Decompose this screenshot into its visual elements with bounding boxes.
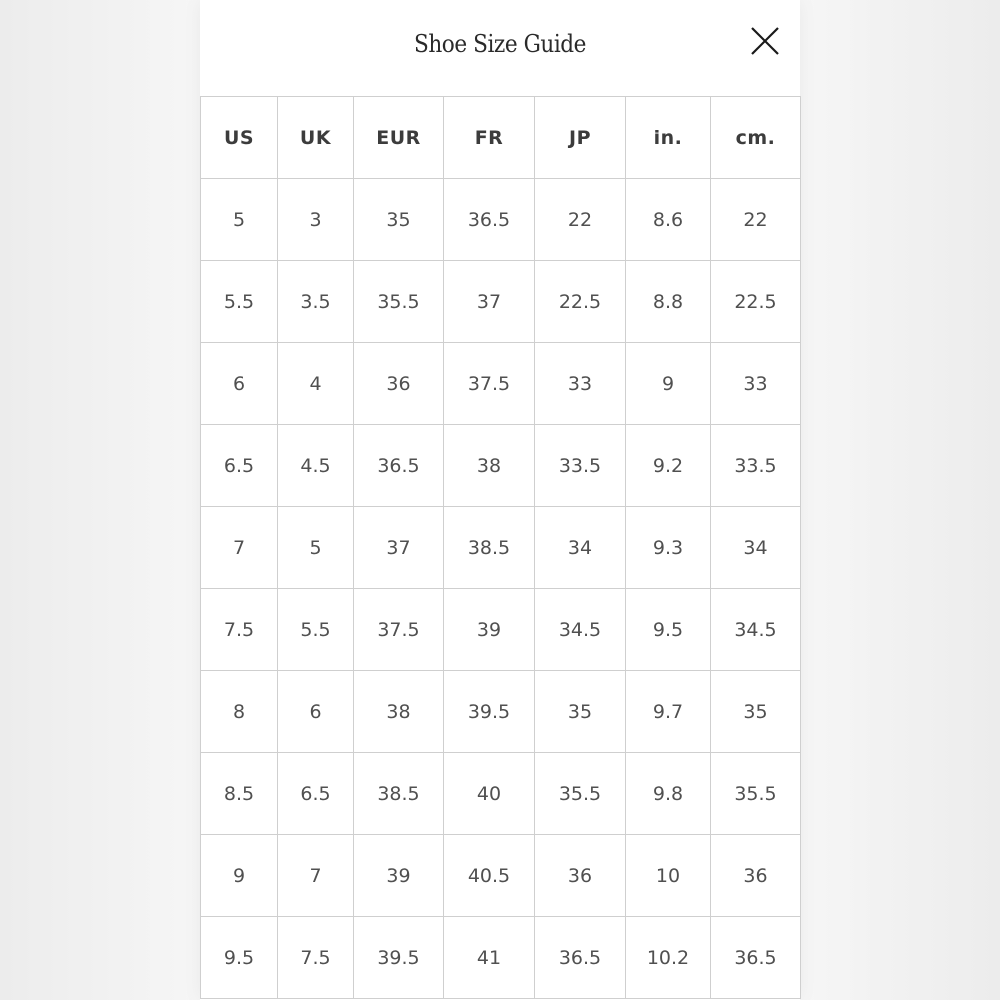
cell-eur: 37.5 xyxy=(354,589,444,671)
cell-jp: 35.5 xyxy=(535,753,626,835)
size-guide-modal xyxy=(200,0,800,1000)
table-row xyxy=(201,671,801,753)
table-row xyxy=(201,917,801,999)
cell-us: 7 xyxy=(201,507,278,589)
modal-title: Shoe Size Guide xyxy=(413,30,587,58)
cell-fr: 39 xyxy=(444,589,535,671)
cell-jp: 36 xyxy=(535,835,626,917)
cell-us: 9.5 xyxy=(201,917,278,999)
close-button[interactable] xyxy=(746,22,784,60)
table-row xyxy=(201,753,801,835)
cell-fr: 41 xyxy=(444,917,535,999)
cell-us: 7.5 xyxy=(201,589,278,671)
cell-us: 6.5 xyxy=(201,425,278,507)
cell-in: 9.8 xyxy=(626,753,711,835)
table-header-row xyxy=(201,97,801,179)
table-row xyxy=(201,835,801,917)
table-row xyxy=(201,425,801,507)
cell-jp: 22 xyxy=(535,179,626,261)
cell-uk: 4 xyxy=(278,343,354,425)
close-icon xyxy=(746,22,784,60)
cell-in: 9.3 xyxy=(626,507,711,589)
cell-fr: 36.5 xyxy=(444,179,535,261)
cell-in: 10 xyxy=(626,835,711,917)
cell-fr: 39.5 xyxy=(444,671,535,753)
table-row xyxy=(201,507,801,589)
cell-cm: 36 xyxy=(711,835,801,917)
cell-cm: 33 xyxy=(711,343,801,425)
cell-cm: 34.5 xyxy=(711,589,801,671)
cell-cm: 36.5 xyxy=(711,917,801,999)
cell-in: 9.7 xyxy=(626,671,711,753)
cell-jp: 33 xyxy=(535,343,626,425)
column-header-fr: FR xyxy=(444,97,535,179)
cell-eur: 39.5 xyxy=(354,917,444,999)
cell-us: 8.5 xyxy=(201,753,278,835)
cell-us: 6 xyxy=(201,343,278,425)
column-header-uk: UK xyxy=(278,97,354,179)
table-row xyxy=(201,343,801,425)
cell-uk: 3 xyxy=(278,179,354,261)
cell-eur: 36.5 xyxy=(354,425,444,507)
cell-in: 9.5 xyxy=(626,589,711,671)
cell-cm: 33.5 xyxy=(711,425,801,507)
column-header-in: in. xyxy=(626,97,711,179)
cell-us: 5 xyxy=(201,179,278,261)
cell-uk: 5.5 xyxy=(278,589,354,671)
cell-fr: 37.5 xyxy=(444,343,535,425)
cell-fr: 38 xyxy=(444,425,535,507)
table-row xyxy=(201,261,801,343)
cell-in: 9 xyxy=(626,343,711,425)
cell-fr: 40.5 xyxy=(444,835,535,917)
cell-us: 8 xyxy=(201,671,278,753)
cell-cm: 22 xyxy=(711,179,801,261)
cell-eur: 35 xyxy=(354,179,444,261)
cell-jp: 34.5 xyxy=(535,589,626,671)
cell-fr: 40 xyxy=(444,753,535,835)
cell-cm: 34 xyxy=(711,507,801,589)
cell-eur: 39 xyxy=(354,835,444,917)
cell-jp: 33.5 xyxy=(535,425,626,507)
cell-in: 8.8 xyxy=(626,261,711,343)
cell-eur: 37 xyxy=(354,507,444,589)
cell-cm: 22.5 xyxy=(711,261,801,343)
cell-uk: 6.5 xyxy=(278,753,354,835)
column-header-us: US xyxy=(201,97,278,179)
cell-jp: 36.5 xyxy=(535,917,626,999)
cell-in: 8.6 xyxy=(626,179,711,261)
cell-fr: 38.5 xyxy=(444,507,535,589)
column-header-jp: JP xyxy=(535,97,626,179)
column-header-cm: cm. xyxy=(711,97,801,179)
cell-fr: 37 xyxy=(444,261,535,343)
cell-uk: 3.5 xyxy=(278,261,354,343)
table-row xyxy=(201,179,801,261)
cell-uk: 7 xyxy=(278,835,354,917)
cell-eur: 35.5 xyxy=(354,261,444,343)
cell-cm: 35 xyxy=(711,671,801,753)
cell-uk: 6 xyxy=(278,671,354,753)
cell-cm: 35.5 xyxy=(711,753,801,835)
cell-uk: 4.5 xyxy=(278,425,354,507)
table-row xyxy=(201,589,801,671)
column-header-eur: EUR xyxy=(354,97,444,179)
cell-eur: 36 xyxy=(354,343,444,425)
cell-in: 9.2 xyxy=(626,425,711,507)
cell-uk: 5 xyxy=(278,507,354,589)
cell-in: 10.2 xyxy=(626,917,711,999)
cell-uk: 7.5 xyxy=(278,917,354,999)
cell-us: 9 xyxy=(201,835,278,917)
size-table xyxy=(200,96,801,999)
cell-jp: 34 xyxy=(535,507,626,589)
cell-jp: 35 xyxy=(535,671,626,753)
cell-eur: 38 xyxy=(354,671,444,753)
cell-us: 5.5 xyxy=(201,261,278,343)
cell-eur: 38.5 xyxy=(354,753,444,835)
cell-jp: 22.5 xyxy=(535,261,626,343)
